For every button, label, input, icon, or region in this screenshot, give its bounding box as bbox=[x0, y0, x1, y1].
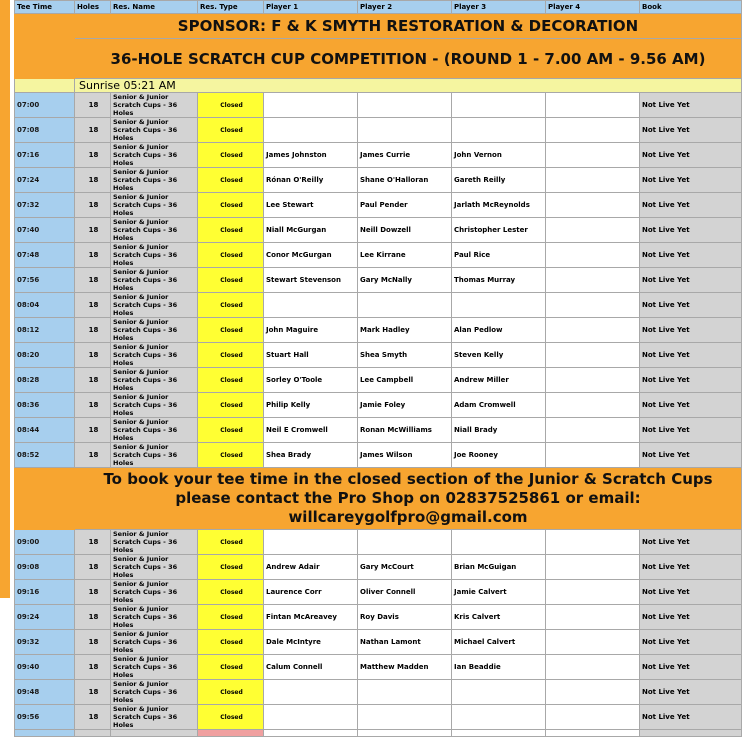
res-type-cell: Closed bbox=[198, 680, 264, 705]
res-type-cell: Closed bbox=[198, 293, 264, 318]
book-cell[interactable]: Not Live Yet bbox=[640, 343, 742, 368]
banner-line-2: please contact the Pro Shop on 02837525861 or email: bbox=[175, 489, 641, 507]
res-name-cell: Senior & Junior Scratch Cups - 36 Holes bbox=[111, 93, 198, 118]
booking-banner bbox=[75, 468, 742, 530]
player-4-cell[interactable] bbox=[546, 630, 640, 655]
player-1-cell[interactable]: Philip Kelly bbox=[264, 393, 358, 418]
tee-time-row[interactable] bbox=[15, 580, 742, 605]
player-2-cell[interactable]: Nathan Lamont bbox=[358, 630, 452, 655]
res-name-cell: Senior & Junior Scratch Cups - 36 Holes bbox=[111, 705, 198, 730]
player-1-cell[interactable] bbox=[264, 705, 358, 730]
book-cell[interactable]: Not Live Yet bbox=[640, 418, 742, 443]
res-type-cell: Closed bbox=[198, 118, 264, 143]
res-type-cell: Closed bbox=[198, 143, 264, 168]
player-2-cell[interactable]: Paul Pender bbox=[358, 193, 452, 218]
res-name-cell: Senior & Junior Scratch Cups - 36 Holes bbox=[111, 368, 198, 393]
res-type-cell: Closed bbox=[198, 268, 264, 293]
player-1-cell[interactable]: Rónan O'Reilly bbox=[264, 168, 358, 193]
tee-time-cell: 09:48 bbox=[15, 680, 75, 705]
book-cell[interactable]: Not Live Yet bbox=[640, 318, 742, 343]
tee-time-cell: 08:04 bbox=[15, 293, 75, 318]
res-name-cell: Senior & Junior Scratch Cups - 36 Holes bbox=[111, 343, 198, 368]
player-4-cell[interactable] bbox=[546, 293, 640, 318]
player-4-cell[interactable] bbox=[546, 368, 640, 393]
tee-time-cell: 08:36 bbox=[15, 393, 75, 418]
player-1-cell[interactable] bbox=[264, 680, 358, 705]
res-type-cell: Closed bbox=[198, 218, 264, 243]
player-4-cell[interactable] bbox=[546, 218, 640, 243]
player-3-cell[interactable]: Jarlath McReynolds bbox=[452, 193, 546, 218]
res-name-cell: Senior & Junior Scratch Cups - 36 Holes bbox=[111, 580, 198, 605]
res-type-cell: Closed bbox=[198, 630, 264, 655]
tee-time-row[interactable] bbox=[15, 705, 742, 730]
book-cell[interactable]: Not Live Yet bbox=[640, 630, 742, 655]
player-2-cell[interactable]: Neill Dowzell bbox=[358, 218, 452, 243]
res-type-cell: Closed bbox=[198, 605, 264, 630]
player-1-cell[interactable]: Lee Stewart bbox=[264, 193, 358, 218]
player-3-cell[interactable] bbox=[452, 293, 546, 318]
tee-time-cell: 08:12 bbox=[15, 318, 75, 343]
tee-time-row[interactable] bbox=[15, 655, 742, 680]
player-3-cell[interactable] bbox=[452, 93, 546, 118]
holes-cell: 18 bbox=[75, 555, 111, 580]
player-4-cell[interactable] bbox=[546, 268, 640, 293]
col-player-3: Player 3 bbox=[452, 1, 546, 14]
holes-cell: 18 bbox=[75, 218, 111, 243]
player-1-cell[interactable] bbox=[264, 530, 358, 555]
res-type-cell: Closed bbox=[198, 193, 264, 218]
res-name-cell: Senior & Junior Scratch Cups - 36 Holes bbox=[111, 655, 198, 680]
res-type-cell: Closed bbox=[198, 580, 264, 605]
player-4-cell[interactable] bbox=[546, 443, 640, 468]
player-2-cell[interactable]: Oliver Connell bbox=[358, 580, 452, 605]
tee-time-cell: 07:32 bbox=[15, 193, 75, 218]
res-name-cell: Senior & Junior Scratch Cups - 36 Holes bbox=[111, 118, 198, 143]
holes-cell: 18 bbox=[75, 93, 111, 118]
res-name-cell: Senior & Junior Scratch Cups - 36 Holes bbox=[111, 318, 198, 343]
player-2-cell[interactable]: James Currie bbox=[358, 143, 452, 168]
res-type-cell: Closed bbox=[198, 530, 264, 555]
player-4-cell[interactable] bbox=[546, 605, 640, 630]
tee-time-cell: 08:28 bbox=[15, 368, 75, 393]
player-1-cell[interactable]: Sorley O'Toole bbox=[264, 368, 358, 393]
player-3-cell[interactable]: Michael Calvert bbox=[452, 630, 546, 655]
player-3-cell[interactable]: Steven Kelly bbox=[452, 343, 546, 368]
player-2-cell[interactable]: Gary McNally bbox=[358, 268, 452, 293]
tee-time-cell: 09:40 bbox=[15, 655, 75, 680]
player-1-cell[interactable]: Fintan McAreavey bbox=[264, 605, 358, 630]
player-2-cell[interactable]: Lee Campbell bbox=[358, 368, 452, 393]
player-3-cell[interactable] bbox=[452, 530, 546, 555]
player-3-cell[interactable]: Gareth Reilly bbox=[452, 168, 546, 193]
tee-time-row[interactable] bbox=[15, 93, 742, 118]
player-1-cell[interactable]: Dale McIntyre bbox=[264, 630, 358, 655]
player-4-cell[interactable] bbox=[546, 418, 640, 443]
player-3-cell[interactable]: Thomas Murray bbox=[452, 268, 546, 293]
player-1-cell[interactable]: Andrew Adair bbox=[264, 555, 358, 580]
banner-line-1: To book your tee time in the closed section of the Junior & Scratch Cups bbox=[103, 470, 713, 488]
tee-time-row[interactable] bbox=[15, 680, 742, 705]
player-2-cell[interactable]: James Wilson bbox=[358, 443, 452, 468]
res-name-cell: Senior & Junior Scratch Cups - 36 Holes bbox=[111, 605, 198, 630]
player-4-cell[interactable] bbox=[546, 243, 640, 268]
holes-cell: 18 bbox=[75, 530, 111, 555]
holes-cell: 18 bbox=[75, 418, 111, 443]
res-type-cell: Closed bbox=[198, 555, 264, 580]
player-2-cell[interactable] bbox=[358, 680, 452, 705]
res-name-cell: Senior & Junior Scratch Cups - 36 Holes bbox=[111, 168, 198, 193]
holes-cell: 18 bbox=[75, 168, 111, 193]
col-player-4: Player 4 bbox=[546, 1, 640, 14]
res-type-cell: Closed bbox=[198, 418, 264, 443]
tee-time-row[interactable] bbox=[15, 293, 742, 318]
col-player-1: Player 1 bbox=[264, 1, 358, 14]
left-accent-bar bbox=[0, 0, 10, 598]
player-3-cell[interactable]: Christopher Lester bbox=[452, 218, 546, 243]
res-name-cell: Senior & Junior Scratch Cups - 36 Holes bbox=[111, 268, 198, 293]
banner-line-3: willcareygolfpro@gmail.com bbox=[288, 508, 528, 526]
res-name-cell: Senior & Junior Scratch Cups - 36 Holes bbox=[111, 293, 198, 318]
res-name-cell: Senior & Junior Scratch Cups - 36 Holes bbox=[111, 393, 198, 418]
tee-sheet-table bbox=[14, 0, 742, 737]
tee-time-cell: 09:00 bbox=[15, 530, 75, 555]
tee-time-cell: 07:24 bbox=[15, 168, 75, 193]
tee-time-row[interactable] bbox=[15, 393, 742, 418]
player-3-cell[interactable]: Andrew Miller bbox=[452, 368, 546, 393]
tee-time-row[interactable] bbox=[15, 143, 742, 168]
player-4-cell[interactable] bbox=[546, 393, 640, 418]
holes-cell: 18 bbox=[75, 318, 111, 343]
player-1-cell[interactable] bbox=[264, 118, 358, 143]
player-3-cell[interactable]: Jamie Calvert bbox=[452, 580, 546, 605]
player-4-cell[interactable] bbox=[546, 530, 640, 555]
book-cell[interactable]: Not Live Yet bbox=[640, 580, 742, 605]
player-2-cell[interactable] bbox=[358, 93, 452, 118]
sponsor-row-1 bbox=[15, 14, 742, 39]
book-cell[interactable]: Not Live Yet bbox=[640, 93, 742, 118]
player-1-cell[interactable]: Stuart Hall bbox=[264, 343, 358, 368]
holes-cell: 18 bbox=[75, 705, 111, 730]
player-1-cell[interactable]: Laurence Corr bbox=[264, 580, 358, 605]
holes-cell: 18 bbox=[75, 655, 111, 680]
player-4-cell[interactable] bbox=[546, 680, 640, 705]
tee-time-row[interactable] bbox=[15, 530, 742, 555]
player-3-cell[interactable]: John Vernon bbox=[452, 143, 546, 168]
header-row bbox=[15, 1, 742, 14]
book-cell[interactable]: Not Live Yet bbox=[640, 655, 742, 680]
tee-time-cell: 07:00 bbox=[15, 93, 75, 118]
col-res-type: Res. Type bbox=[198, 1, 264, 14]
res-name-cell: Senior & Junior Scratch Cups - 36 Holes bbox=[111, 143, 198, 168]
book-cell[interactable]: Not Live Yet bbox=[640, 118, 742, 143]
sponsor-left-cell bbox=[15, 14, 75, 79]
player-2-cell[interactable] bbox=[358, 705, 452, 730]
holes-cell: 18 bbox=[75, 143, 111, 168]
player-4-cell[interactable] bbox=[546, 705, 640, 730]
book-cell[interactable]: Not Live Yet bbox=[640, 393, 742, 418]
tee-time-row[interactable] bbox=[15, 193, 742, 218]
partial-row bbox=[15, 730, 742, 737]
player-4-cell[interactable] bbox=[546, 580, 640, 605]
player-4-cell[interactable] bbox=[546, 318, 640, 343]
tee-time-row[interactable] bbox=[15, 343, 742, 368]
player-2-cell[interactable]: Matthew Madden bbox=[358, 655, 452, 680]
holes-cell: 18 bbox=[75, 680, 111, 705]
res-type-cell: Closed bbox=[198, 393, 264, 418]
player-2-cell[interactable] bbox=[358, 293, 452, 318]
res-name-cell: Senior & Junior Scratch Cups - 36 Holes bbox=[111, 530, 198, 555]
player-2-cell[interactable]: Roy Davis bbox=[358, 605, 452, 630]
book-cell[interactable]: Not Live Yet bbox=[640, 143, 742, 168]
res-type-cell: Closed bbox=[198, 655, 264, 680]
tee-time-cell: 07:48 bbox=[15, 243, 75, 268]
player-4-cell[interactable] bbox=[546, 118, 640, 143]
book-cell[interactable]: Not Live Yet bbox=[640, 193, 742, 218]
tee-time-cell: 08:20 bbox=[15, 343, 75, 368]
sunrise-left-cell bbox=[15, 79, 75, 93]
player-1-cell[interactable]: Calum Connell bbox=[264, 655, 358, 680]
holes-cell: 18 bbox=[75, 243, 111, 268]
tee-time-row[interactable] bbox=[15, 243, 742, 268]
tee-time-row[interactable] bbox=[15, 555, 742, 580]
holes-cell: 18 bbox=[75, 443, 111, 468]
tee-time-cell: 09:08 bbox=[15, 555, 75, 580]
tee-time-cell: 09:32 bbox=[15, 630, 75, 655]
res-type-cell: Closed bbox=[198, 243, 264, 268]
book-cell[interactable]: Not Live Yet bbox=[640, 218, 742, 243]
competition-title: 36-HOLE SCRATCH CUP COMPETITION - (ROUND 1 - 7.00 AM - 9.56 AM) bbox=[75, 39, 742, 79]
player-4-cell[interactable] bbox=[546, 655, 640, 680]
player-1-cell[interactable]: John Maguire bbox=[264, 318, 358, 343]
player-4-cell[interactable] bbox=[546, 168, 640, 193]
res-type-cell: Closed bbox=[198, 168, 264, 193]
sponsor-row-2 bbox=[15, 39, 742, 79]
player-2-cell[interactable]: Shane O'Halloran bbox=[358, 168, 452, 193]
player-1-cell[interactable]: Stewart Stevenson bbox=[264, 268, 358, 293]
tee-time-cell: 09:24 bbox=[15, 605, 75, 630]
tee-time-row[interactable] bbox=[15, 630, 742, 655]
player-3-cell[interactable]: Kris Calvert bbox=[452, 605, 546, 630]
tee-time-row[interactable] bbox=[15, 368, 742, 393]
tee-time-row[interactable] bbox=[15, 418, 742, 443]
player-2-cell[interactable]: Ronan McWilliams bbox=[358, 418, 452, 443]
player-1-cell[interactable] bbox=[264, 93, 358, 118]
book-cell[interactable]: Not Live Yet bbox=[640, 268, 742, 293]
holes-cell: 18 bbox=[75, 630, 111, 655]
holes-cell: 18 bbox=[75, 293, 111, 318]
tee-time-cell: 08:52 bbox=[15, 443, 75, 468]
player-2-cell[interactable] bbox=[358, 118, 452, 143]
tee-time-cell: 08:44 bbox=[15, 418, 75, 443]
res-name-cell: Senior & Junior Scratch Cups - 36 Holes bbox=[111, 443, 198, 468]
sunrise-time: Sunrise 05:21 AM bbox=[75, 79, 742, 93]
player-3-cell[interactable] bbox=[452, 705, 546, 730]
book-cell[interactable]: Not Live Yet bbox=[640, 293, 742, 318]
col-book: Book bbox=[640, 1, 742, 14]
sunrise-row bbox=[15, 79, 742, 93]
player-3-cell[interactable]: Paul Rice bbox=[452, 243, 546, 268]
tee-time-cell: 09:16 bbox=[15, 580, 75, 605]
col-tee-time: Tee Time bbox=[15, 1, 75, 14]
col-player-2: Player 2 bbox=[358, 1, 452, 14]
holes-cell: 18 bbox=[75, 268, 111, 293]
booking-banner-row bbox=[15, 468, 742, 530]
player-2-cell[interactable]: Shea Smyth bbox=[358, 343, 452, 368]
tee-time-row[interactable] bbox=[15, 118, 742, 143]
sponsor-title: SPONSOR: F & K SMYTH RESTORATION & DECORATION bbox=[75, 14, 742, 39]
tee-time-cell: 09:56 bbox=[15, 705, 75, 730]
player-2-cell[interactable]: Lee Kirrane bbox=[358, 243, 452, 268]
book-cell[interactable]: Not Live Yet bbox=[640, 168, 742, 193]
col-holes: Holes bbox=[75, 1, 111, 14]
holes-cell: 18 bbox=[75, 580, 111, 605]
book-cell[interactable]: Not Live Yet bbox=[640, 243, 742, 268]
holes-cell: 18 bbox=[75, 343, 111, 368]
player-3-cell[interactable] bbox=[452, 680, 546, 705]
player-2-cell[interactable]: Gary McCourt bbox=[358, 555, 452, 580]
holes-cell: 18 bbox=[75, 368, 111, 393]
res-type-cell: Closed bbox=[198, 93, 264, 118]
player-3-cell[interactable]: Niall Brady bbox=[452, 418, 546, 443]
col-res-name: Res. Name bbox=[111, 1, 198, 14]
tee-time-row[interactable] bbox=[15, 605, 742, 630]
res-name-cell: Senior & Junior Scratch Cups - 36 Holes bbox=[111, 555, 198, 580]
book-cell[interactable]: Not Live Yet bbox=[640, 555, 742, 580]
player-4-cell[interactable] bbox=[546, 343, 640, 368]
player-4-cell[interactable] bbox=[546, 555, 640, 580]
res-type-cell: Closed bbox=[198, 443, 264, 468]
player-4-cell[interactable] bbox=[546, 193, 640, 218]
res-name-cell: Senior & Junior Scratch Cups - 36 Holes bbox=[111, 418, 198, 443]
holes-cell: 18 bbox=[75, 605, 111, 630]
player-3-cell[interactable]: Ian Beaddie bbox=[452, 655, 546, 680]
player-1-cell[interactable]: Niall McGurgan bbox=[264, 218, 358, 243]
player-2-cell[interactable]: Mark Hadley bbox=[358, 318, 452, 343]
res-type-cell: Closed bbox=[198, 705, 264, 730]
tee-time-cell: 07:16 bbox=[15, 143, 75, 168]
tee-time-row[interactable] bbox=[15, 218, 742, 243]
player-2-cell[interactable] bbox=[358, 530, 452, 555]
res-type-cell: Closed bbox=[198, 318, 264, 343]
tee-time-row[interactable] bbox=[15, 268, 742, 293]
player-3-cell[interactable]: Joe Rooney bbox=[452, 443, 546, 468]
player-1-cell[interactable]: Neil E Cromwell bbox=[264, 418, 358, 443]
book-cell[interactable]: Not Live Yet bbox=[640, 605, 742, 630]
player-1-cell[interactable]: James Johnston bbox=[264, 143, 358, 168]
tee-time-row[interactable] bbox=[15, 318, 742, 343]
book-cell[interactable]: Not Live Yet bbox=[640, 443, 742, 468]
player-2-cell[interactable]: Jamie Foley bbox=[358, 393, 452, 418]
book-cell[interactable]: Not Live Yet bbox=[640, 680, 742, 705]
res-name-cell: Senior & Junior Scratch Cups - 36 Holes bbox=[111, 218, 198, 243]
res-type-cell: Closed bbox=[198, 368, 264, 393]
book-cell[interactable]: Not Live Yet bbox=[640, 530, 742, 555]
tee-time-row[interactable] bbox=[15, 443, 742, 468]
res-name-cell: Senior & Junior Scratch Cups - 36 Holes bbox=[111, 680, 198, 705]
player-3-cell[interactable]: Alan Pedlow bbox=[452, 318, 546, 343]
res-name-cell: Senior & Junior Scratch Cups - 36 Holes bbox=[111, 193, 198, 218]
player-1-cell[interactable] bbox=[264, 293, 358, 318]
player-3-cell[interactable] bbox=[452, 118, 546, 143]
res-name-cell: Senior & Junior Scratch Cups - 36 Holes bbox=[111, 630, 198, 655]
tee-time-cell: 07:56 bbox=[15, 268, 75, 293]
holes-cell: 18 bbox=[75, 193, 111, 218]
tee-time-row[interactable] bbox=[15, 168, 742, 193]
banner-left-cell bbox=[15, 468, 75, 530]
book-cell[interactable]: Not Live Yet bbox=[640, 705, 742, 730]
player-3-cell[interactable]: Brian McGuigan bbox=[452, 555, 546, 580]
player-1-cell[interactable]: Conor McGurgan bbox=[264, 243, 358, 268]
res-type-cell: Closed bbox=[198, 343, 264, 368]
res-name-cell: Senior & Junior Scratch Cups - 36 Holes bbox=[111, 243, 198, 268]
holes-cell: 18 bbox=[75, 393, 111, 418]
tee-time-cell: 07:08 bbox=[15, 118, 75, 143]
tee-time-cell: 07:40 bbox=[15, 218, 75, 243]
player-3-cell[interactable]: Adam Cromwell bbox=[452, 393, 546, 418]
book-cell[interactable]: Not Live Yet bbox=[640, 368, 742, 393]
holes-cell: 18 bbox=[75, 118, 111, 143]
player-4-cell[interactable] bbox=[546, 93, 640, 118]
player-4-cell[interactable] bbox=[546, 143, 640, 168]
player-1-cell[interactable]: Shea Brady bbox=[264, 443, 358, 468]
